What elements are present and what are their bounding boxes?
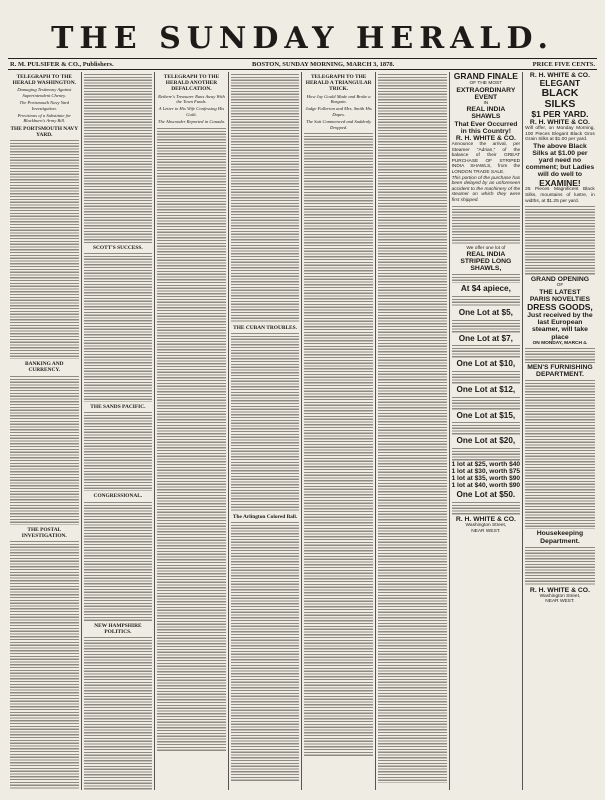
ad-fine-print bbox=[525, 379, 595, 529]
article-text bbox=[378, 73, 447, 783]
headline: TELEGRAPH TO THE HERALD ANOTHER DEFALCATION. bbox=[163, 74, 220, 93]
ad-fine-print bbox=[452, 421, 521, 435]
ad-heading: MEN'S FURNISHING DEPARTMENT. bbox=[527, 364, 593, 379]
subheadline: A Letter to His Wife Confessing His Guilt. bbox=[158, 106, 225, 117]
subheadline: How Jay Gould Made and Broke a Bargain. bbox=[306, 93, 371, 105]
silks-advertisement bbox=[523, 72, 597, 790]
subheadline: Damaging Testimony Against Superintendent Cheney. bbox=[17, 87, 72, 98]
section-heading: BANKING AND CURRENCY. bbox=[25, 361, 64, 374]
subheadline: Rethere's Treasurer Runs Away With the Town Funds. bbox=[158, 93, 225, 105]
ad-heading: The above Black Silks at $1.00 per yard need no comment; but Ladies will do well to bbox=[525, 142, 595, 179]
section-heading: The Arlington Colored Ball. bbox=[232, 514, 298, 521]
column-4 bbox=[229, 72, 303, 790]
section-heading: THE POSTAL INVESTIGATION. bbox=[21, 526, 67, 539]
article-text bbox=[157, 127, 226, 752]
ad-heading: REAL INDIA SHAWLS bbox=[466, 106, 506, 121]
ad-body: 25 Pieces Magnificent Black Silks, mountains of lustre, in widths, at $1.25 per yard. bbox=[525, 187, 595, 204]
subheadline: The Absconder Reported in Canada. bbox=[157, 119, 226, 125]
ad-heading: DRESS GOODS, bbox=[527, 302, 593, 313]
ad-price-row: 1 lot at $25, worth $40 bbox=[451, 460, 521, 468]
article-text bbox=[231, 332, 300, 512]
ad-price-lot: One Lot at $12, bbox=[456, 384, 516, 394]
ad-heading: THE LATEST bbox=[539, 288, 581, 296]
article-text bbox=[84, 501, 153, 621]
section-heading: THE PORTSMOUTH NAVY YARD. bbox=[10, 125, 79, 139]
masthead-title: THE SUNDAY HERALD. bbox=[51, 21, 554, 56]
column-1 bbox=[8, 72, 82, 790]
ad-heading: R. H. WHITE & CO. bbox=[529, 72, 590, 79]
ad-heading: BLACK bbox=[541, 87, 579, 100]
price-line: PRICE FIVE CENTS. bbox=[532, 60, 595, 68]
section-heading: SCOTT'S SUCCESS. bbox=[93, 245, 143, 251]
ad-heading: EXTRAORDINARY EVENT bbox=[456, 86, 516, 101]
ad-fine-print bbox=[525, 347, 595, 363]
article-text bbox=[10, 139, 79, 359]
ad-price-row: 1 lot at $35, worth $90 bbox=[451, 474, 521, 482]
ad-fine-print bbox=[452, 396, 521, 410]
ad-fine-print bbox=[525, 205, 595, 275]
ad-heading: PARIS NOVELTIES bbox=[529, 296, 591, 304]
ad-footer-near: NEAR WEST. bbox=[471, 528, 501, 534]
ad-fine-print bbox=[452, 501, 521, 515]
ad-heading: ELEGANT bbox=[539, 78, 581, 89]
subheadline: The Portsmouth Navy Yard Investigation. bbox=[19, 100, 70, 111]
ad-price-lot: One Lot at $7, bbox=[458, 333, 513, 343]
ad-line: IN bbox=[483, 100, 489, 106]
article-text bbox=[10, 375, 79, 525]
subheadline: The Suit Commenced and Suddenly Dropped. bbox=[306, 119, 372, 130]
shawl-advertisement bbox=[450, 72, 524, 790]
ad-price-row: 1 lot at $40, worth $90 bbox=[451, 481, 521, 489]
article-text bbox=[304, 132, 373, 757]
headline: TELEGRAPH TO THE HERALD A TRIANGULAR TRICK. bbox=[305, 74, 372, 93]
ad-heading: GRAND OPENING bbox=[530, 276, 590, 284]
place-date-line: BOSTON, SUNDAY MORNING, MARCH 3, 1878. bbox=[252, 60, 395, 68]
ad-price-lot: One Lot at $15, bbox=[456, 410, 516, 420]
ad-heading: REAL INDIA STRIPED LONG SHAWLS, bbox=[460, 251, 512, 273]
article-text bbox=[231, 73, 300, 323]
ad-price-row: 1 lot at $30, worth $75 bbox=[451, 467, 521, 475]
ad-footer-firm: R. H. WHITE & CO. bbox=[529, 586, 590, 594]
publisher-line: R. M. PULSIFER & CO., Publishers. bbox=[10, 60, 114, 68]
article-text bbox=[231, 521, 300, 781]
column-2 bbox=[82, 72, 156, 790]
ad-heading: Housekeeping Department. bbox=[536, 530, 584, 545]
ad-fine-print bbox=[452, 295, 521, 307]
ad-price-lot: At $4 apiece, bbox=[460, 284, 511, 294]
ad-heading: SILKS bbox=[544, 98, 576, 111]
section-heading: THE SANDS PACIFIC. bbox=[90, 404, 146, 411]
ad-line: We offer one lot of bbox=[466, 245, 506, 251]
section-heading: CONGRESSIONAL. bbox=[93, 493, 143, 500]
ad-body: Will offer, on Monday Morning, 100 Pieces Elegant Black Gros Grain Silks at $1.00 per yard. bbox=[525, 126, 595, 143]
section-heading: NEW HAMPSHIRE POLITICS. bbox=[94, 622, 142, 635]
ad-heading: R. H. WHITE & CO. bbox=[529, 119, 590, 126]
ad-fine-print bbox=[525, 546, 595, 586]
ad-heading: $1 PER YARD. bbox=[531, 109, 589, 120]
ad-fine-print bbox=[452, 447, 521, 461]
ad-heading: EXAMINE! bbox=[539, 177, 581, 188]
ad-price-lot: One Lot at $10, bbox=[456, 359, 516, 369]
ad-heading: That Ever Occurred in this Country! bbox=[454, 120, 518, 135]
column-6 bbox=[376, 72, 450, 790]
ad-footer-street: Washington Street, bbox=[539, 593, 581, 599]
ad-heading: Just received by the last European steamer, will take place bbox=[527, 312, 593, 341]
ad-fine-print bbox=[452, 319, 521, 333]
ad-footer-firm: R. H. WHITE & CO. bbox=[455, 516, 516, 524]
ad-fine-print bbox=[452, 344, 521, 358]
section-heading: THE CUBAN TROUBLES. bbox=[233, 325, 297, 331]
article-text bbox=[84, 636, 153, 790]
ad-footer-street: Washington Street, bbox=[465, 523, 507, 529]
article-text bbox=[10, 540, 79, 790]
ad-line: OF bbox=[556, 283, 564, 289]
ad-fine-print bbox=[452, 370, 521, 384]
ad-heading: GRAND FINALE bbox=[453, 72, 518, 81]
column-5 bbox=[302, 72, 376, 790]
article-text bbox=[84, 411, 153, 491]
ad-line: OF THE MOST bbox=[469, 80, 503, 86]
ad-footer-near: NEAR WEST. bbox=[545, 599, 575, 605]
ad-heading: R. H. WHITE & CO. bbox=[455, 134, 516, 142]
ad-price-lot: One Lot at $5, bbox=[458, 308, 513, 318]
news-columns bbox=[8, 72, 597, 790]
ad-price-lot: One Lot at $50. bbox=[456, 490, 516, 500]
ad-price-lot: One Lot at $20, bbox=[456, 436, 516, 446]
headline: TELEGRAPH TO THE HERALD WASHINGTON. bbox=[12, 74, 76, 87]
ad-line: ON MONDAY, MARCH 4. bbox=[532, 340, 588, 346]
article-text bbox=[84, 73, 153, 243]
article-text bbox=[84, 252, 153, 402]
ad-fine-print bbox=[452, 205, 521, 245]
ad-body: Announce the arrival, per Steamer "Adrian," of the balance of their GREAT PURCHASE OF STRIPED INDIA SHAWLS, from the LONDON TRADE SALE. bbox=[451, 141, 521, 175]
ad-body: This portion of the purchase has been delayed by an unforeseen accident to the machinery of the steamer on which they were first shipped. bbox=[451, 175, 521, 203]
dateline-bar bbox=[8, 58, 597, 70]
column-3 bbox=[155, 72, 229, 790]
ad-fine-print bbox=[452, 273, 521, 283]
subheadline: Provisions of a Substitute for Blackburn's Army Bill. bbox=[17, 113, 72, 124]
subheadline: Judge Fullerton and Mrs. Smith His Dupes. bbox=[305, 106, 372, 117]
